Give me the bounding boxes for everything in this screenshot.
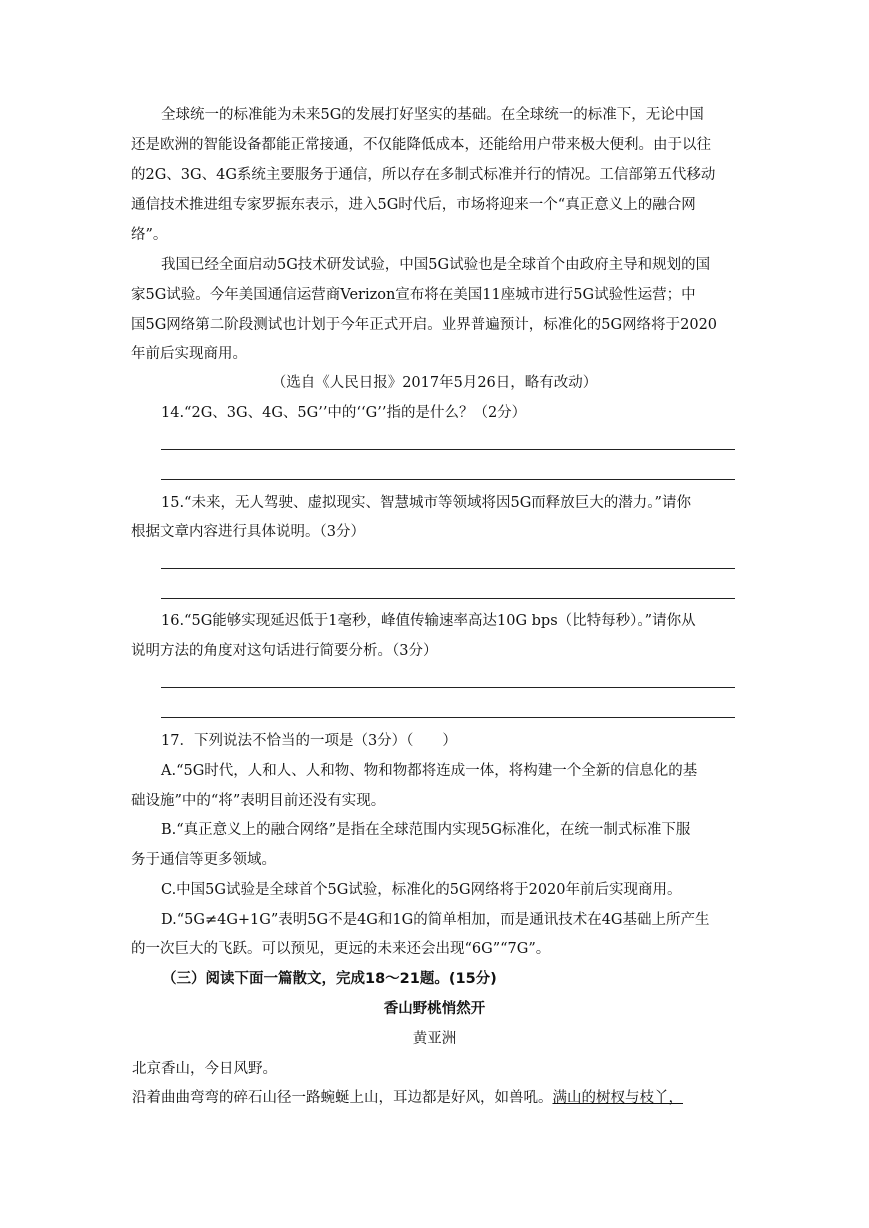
text-line: 通信技术推进组专家罗振东表示，进入5G时代后，市场将迎来一个“真正意义上的融合网 — [131, 197, 696, 213]
essay-text: 沿着曲曲弯弯的碎石山径一路蜿蜒上山，耳边都是好风，如兽吼。 — [132, 1090, 553, 1106]
question-14: 14.“2G、3G、4G、5G’’中的‘‘G’’指的是什么？（2分） — [161, 405, 527, 421]
essay-line: 北京香山，今日风野。 — [132, 1061, 277, 1077]
text-line: 国5G网络第二阶段测试也计划于今年正式开启。业界普遍预计，标准化的5G网络将于2020 — [131, 317, 718, 333]
option-c[interactable]: C.中国5G试验是全球首个5G试验，标准化的5G网络将于2020年前后实现商用。 — [161, 882, 682, 898]
answer-line[interactable] — [161, 598, 735, 599]
text-line: 年前后实现商用。 — [131, 346, 247, 362]
question-15: 15.“未来，无人驾驶、虚拟现实、智慧城市等领域将因5G而释放巨大的潜力。”请你 — [161, 495, 691, 511]
question-15-cont: 根据文章内容进行具体说明。（3分） — [131, 524, 365, 540]
text-line: 还是欧洲的智能设备都能正常接通，不仅能降低成本，还能给用户带来极大便利。由于以往 — [131, 137, 711, 153]
option-d[interactable]: D.“5G≠4G+1G”表明5G不是4G和1G的简单相加，而是通讯技术在4G基础上所产生 — [161, 912, 710, 928]
source-citation: （选自《人民日报》2017年5月26日，略有改动） — [271, 375, 598, 391]
question-17: 17．下列说法不恰当的一项是（3分）（ ） — [161, 733, 457, 749]
option-d-cont: 的一次巨大的飞跃。可以预见，更远的未来还会出现“6G”“7G”。 — [131, 941, 551, 957]
question-16-cont: 说明方法的角度对这句话进行简要分析。（3分） — [131, 643, 438, 659]
text-line: 我国已经全面启动5G技术研发试验，中国5G试验也是全球首个由政府主导和规划的国 — [161, 257, 711, 273]
answer-line[interactable] — [161, 687, 735, 688]
option-b-cont: 务于通信等更多领域。 — [131, 852, 276, 868]
option-b[interactable]: B.“真正意义上的融合网络”是指在全球范围内实现5G标准化，在统一制式标准下服 — [161, 822, 691, 838]
essay-author: 黄亚洲 — [412, 1031, 457, 1047]
essay-line — [132, 1089, 683, 1107]
option-a-cont: 础设施”中的“将”表明目前还没有实现。 — [131, 793, 386, 809]
answer-line[interactable] — [161, 717, 735, 718]
essay-title: 香山野桃悄然开 — [383, 1001, 486, 1017]
text-line: 的2G、3G、4G系统主要服务于通信，所以存在多制式标准并行的情况。工信部第五代移动 — [131, 167, 716, 183]
question-16: 16.“5G能够实现延迟低于1毫秒，峰值传输速率高达10G bps（比特每秒）。”请你从 — [161, 613, 696, 629]
text-line: 络”。 — [131, 227, 168, 243]
underlined-phrase: 满山的树杈与枝丫， — [552, 1090, 683, 1106]
section-heading: （三）阅读下面一篇散文，完成18～21题。(15分) — [162, 971, 497, 987]
answer-line[interactable] — [161, 479, 735, 480]
answer-line[interactable] — [161, 449, 735, 450]
text-line: 全球统一的标准能为未来5G的发展打好坚实的基础。在全球统一的标准下，无论中国 — [161, 107, 704, 123]
option-a[interactable]: A.“5G时代，人和人、人和物、物和物都将连成一体，将构建一个全新的信息化的基 — [161, 763, 698, 779]
answer-line[interactable] — [161, 568, 735, 569]
text-line: 家5G试验。今年美国通信运营商Verizon宣布将在美国11座城市进行5G试验性运营；中 — [131, 287, 696, 303]
